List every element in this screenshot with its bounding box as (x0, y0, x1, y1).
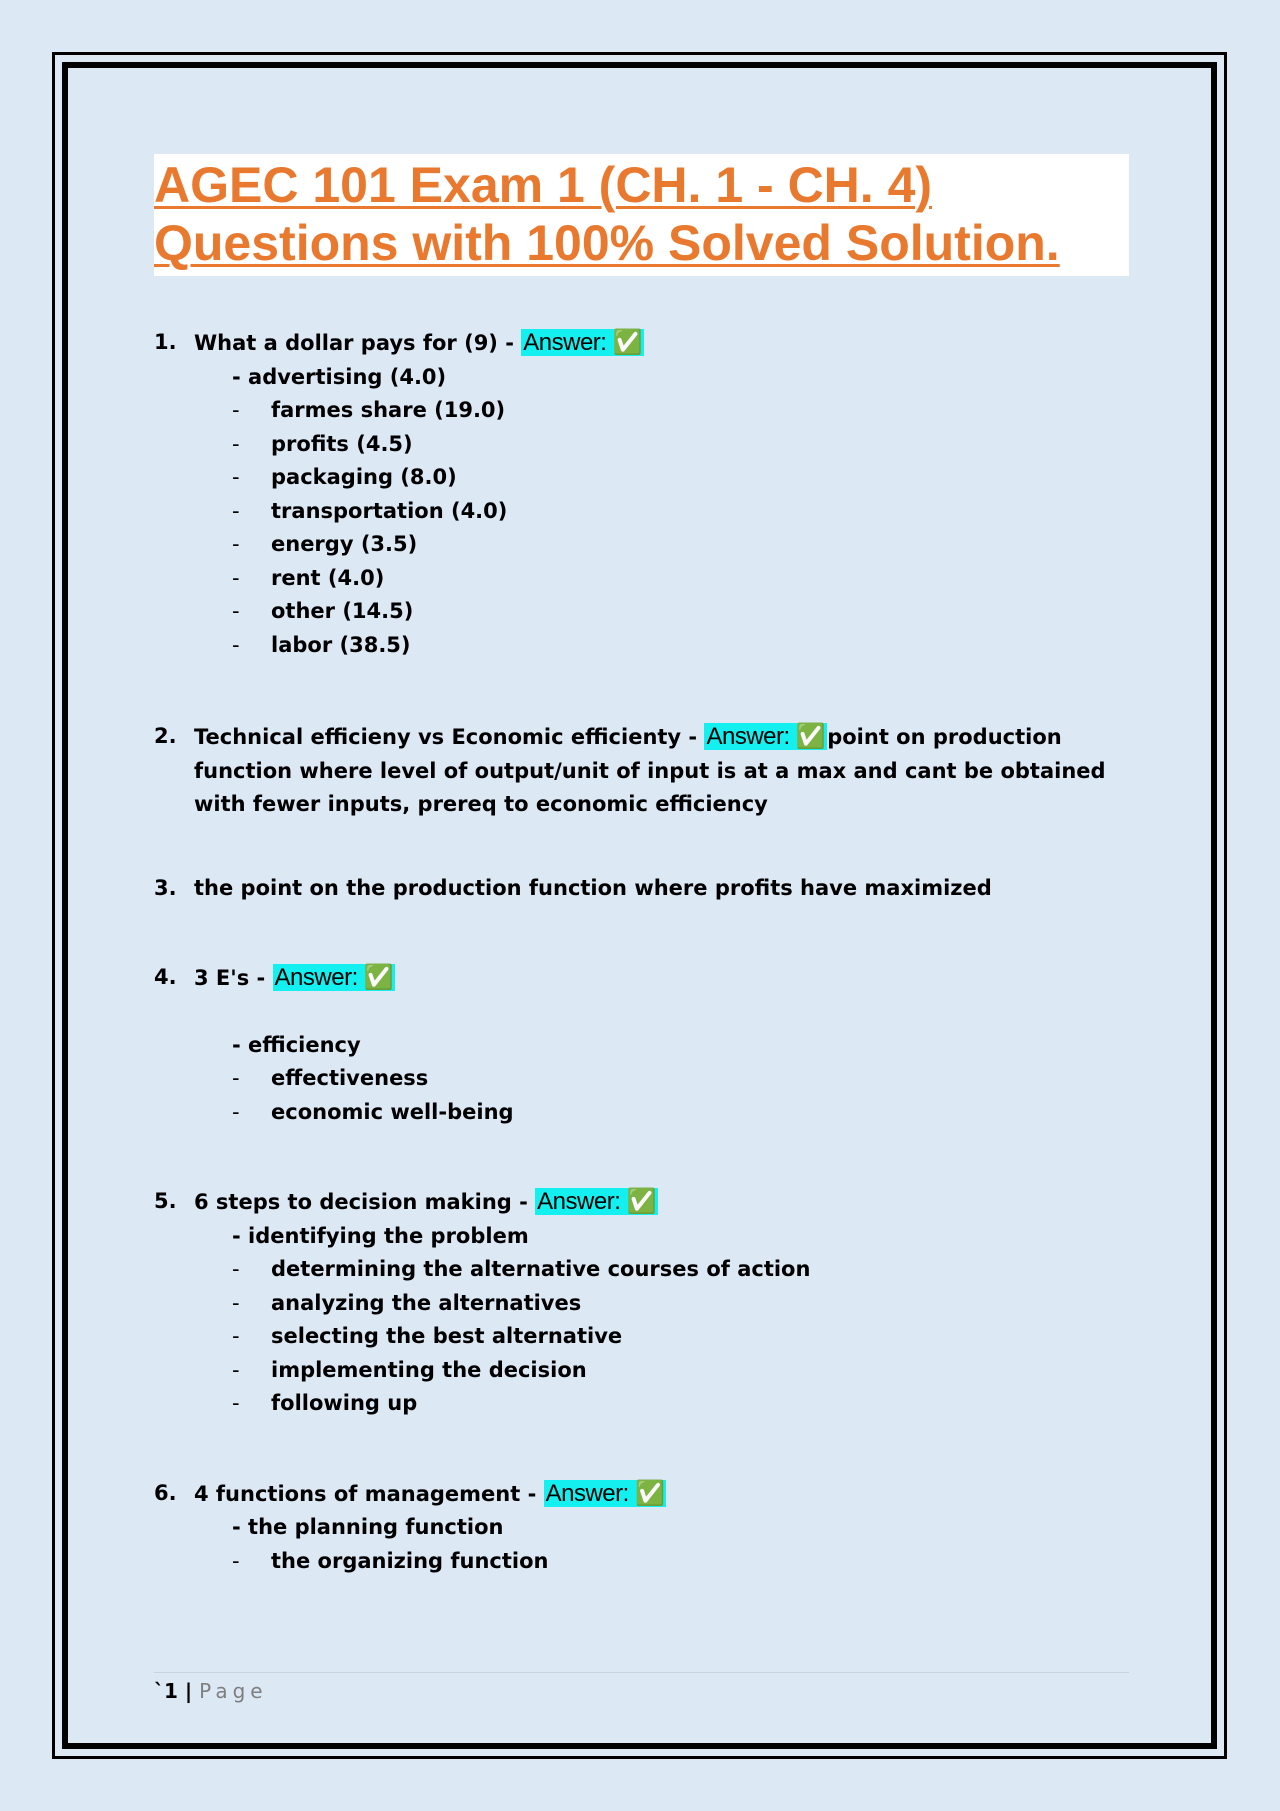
question-list (154, 326, 1129, 1578)
answer-item: - efficiency (232, 1032, 361, 1057)
question-6 (154, 1477, 1129, 1512)
title-line-1: AGEC 101 Exam 1 (CH. 1 - CH. 4) (154, 157, 933, 213)
page-footer (154, 1672, 1129, 1703)
question-2 (154, 720, 1129, 822)
question-1 (154, 326, 1129, 361)
page-label: Page (199, 1679, 268, 1703)
question-text: What a dollar pays for (9) - (194, 331, 522, 355)
document-body (154, 154, 1129, 1578)
answer-item: - implementing the decision (232, 1357, 587, 1382)
answer-label: Answer: ✅ (545, 1479, 665, 1507)
document-title (154, 154, 1129, 276)
answer-item: - advertising (4.0) (232, 364, 447, 389)
question-4 (154, 961, 1129, 996)
answer-item: - the organizing function (232, 1548, 549, 1573)
question-number: 5. (154, 1189, 177, 1213)
answer-text: point on production function where level of output/unit of input is at a max and cant be obtained with fewer inputs, prereq to economic efficiency (194, 725, 1106, 816)
question-number: 1. (154, 330, 177, 354)
question-3 (154, 872, 1129, 906)
answer-item: - effectiveness (232, 1066, 429, 1090)
answer-item: - energy (3.5) (232, 532, 418, 556)
answer-item: - analyzing the alternatives (232, 1290, 582, 1315)
title-line-2: Questions with 100% Solved Solution. (154, 215, 1060, 271)
question-number: 2. (154, 724, 177, 748)
answer-item: - transportation (4.0) (232, 498, 508, 523)
answer-label: Answer: ✅ (523, 329, 642, 356)
question-number: 3. (154, 875, 177, 900)
answer-item: - other (14.5) (232, 599, 414, 623)
page-number: `1 | (154, 1679, 200, 1703)
answer-item: - determining the alternative courses of action (232, 1257, 811, 1281)
answer-item: - farmes share (19.0) (232, 398, 506, 422)
answer-label: Answer: ✅ (706, 723, 826, 750)
question-text: Technical efficieny vs Economic efficienty - (194, 725, 705, 749)
answer-item: - selecting the best alternative (232, 1324, 623, 1348)
answer-item: - profits (4.5) (232, 431, 413, 456)
answer-item: - the planning function (232, 1515, 504, 1539)
question-number: 4. (154, 965, 177, 989)
answer-label: Answer: ✅ (537, 1188, 656, 1215)
question-text: 6 steps to decision making - (194, 1190, 536, 1214)
answer-item: - rent (4.0) (232, 565, 385, 590)
answer-item: - identifying the problem (232, 1223, 529, 1248)
question-text: 3 E's - (194, 966, 273, 990)
question-5 (154, 1185, 1129, 1220)
answer-item: - packaging (8.0) (232, 465, 457, 489)
question-number: 6. (154, 1480, 177, 1505)
question-text: the point on the production function where profits have maximized (194, 875, 992, 900)
answer-label: Answer: ✅ (274, 964, 394, 991)
answer-item: - following up (232, 1391, 418, 1415)
answer-item: - economic well-being (232, 1099, 514, 1124)
question-text: 4 functions of management - (194, 1481, 544, 1506)
answer-item: - labor (38.5) (232, 632, 411, 657)
